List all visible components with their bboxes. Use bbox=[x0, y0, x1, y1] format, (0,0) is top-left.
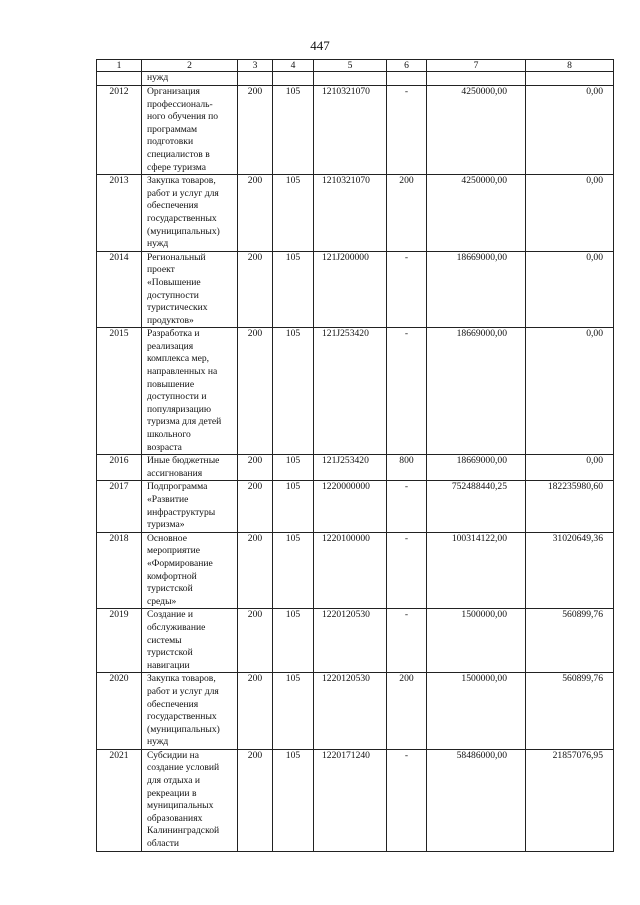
row-amount-8-text: 21857076,95 bbox=[552, 749, 603, 761]
row-amount-7 bbox=[427, 673, 526, 750]
row-number-text: 2015 bbox=[109, 328, 129, 340]
row-amount-8 bbox=[526, 175, 614, 252]
row-amount-7-text: 4250000,00 bbox=[461, 175, 507, 187]
row-amount-7 bbox=[427, 609, 526, 673]
row-amount-7-text: 18669000,00 bbox=[456, 251, 507, 263]
row-col-4 bbox=[273, 749, 314, 851]
table-row bbox=[97, 532, 614, 609]
row-amount-7 bbox=[427, 328, 526, 455]
row-name-text: Разработка и реализация комплекса мер, направленных на повышение доступности и популяризацию туризма для детей школьного возраста bbox=[147, 328, 222, 453]
row-number-text: 2018 bbox=[109, 532, 129, 544]
row-number bbox=[97, 328, 142, 455]
carry-cell-name: нужд bbox=[142, 72, 238, 86]
row-number bbox=[97, 175, 142, 252]
budget-table bbox=[96, 59, 614, 852]
row-col-3 bbox=[238, 609, 273, 673]
row-col-6-text: 200 bbox=[399, 175, 414, 187]
row-amount-7 bbox=[427, 251, 526, 328]
row-col-4 bbox=[273, 609, 314, 673]
carry-over-row bbox=[97, 72, 614, 86]
row-col-3 bbox=[238, 481, 273, 532]
row-col-4-text: 105 bbox=[285, 86, 301, 97]
row-col-6-text: - bbox=[404, 328, 409, 340]
row-number bbox=[97, 673, 142, 750]
table-row bbox=[97, 175, 614, 252]
table-row bbox=[97, 609, 614, 673]
table-row bbox=[97, 673, 614, 750]
row-number-text: 2014 bbox=[109, 251, 129, 263]
table-row bbox=[97, 86, 614, 175]
row-amount-8-text: 560899,76 bbox=[562, 673, 603, 685]
row-amount-7-text: 752488440,25 bbox=[451, 481, 507, 493]
row-col-6 bbox=[387, 532, 427, 609]
row-code-text: 1220120530 bbox=[322, 673, 370, 685]
row-code bbox=[314, 455, 387, 481]
row-amount-8 bbox=[526, 481, 614, 532]
row-col-4 bbox=[273, 175, 314, 252]
row-amount-7-text: 4250000,00 bbox=[461, 86, 507, 97]
row-code bbox=[314, 175, 387, 252]
row-col-6 bbox=[387, 328, 427, 455]
row-code-text: 121J253420 bbox=[322, 328, 369, 340]
row-col-4-text: 105 bbox=[285, 455, 301, 467]
row-code bbox=[314, 749, 387, 851]
row-number-text: 2012 bbox=[109, 86, 129, 97]
row-col-3 bbox=[238, 749, 273, 851]
row-number-text: 2020 bbox=[109, 673, 129, 685]
table-body bbox=[97, 72, 614, 852]
header-col-1: 1 bbox=[97, 60, 142, 72]
row-col-6 bbox=[387, 86, 427, 175]
row-name-text: Подпрограмма «Развитие инфраструктуры туризма» bbox=[147, 481, 216, 531]
row-code-text: 1220000000 bbox=[322, 481, 370, 493]
row-code-text: 1220100000 bbox=[322, 532, 370, 544]
carry-cell-6 bbox=[387, 72, 427, 86]
row-number bbox=[97, 532, 142, 609]
row-col-4 bbox=[273, 673, 314, 750]
row-col-3-text: 200 bbox=[247, 532, 263, 544]
row-col-4-text: 105 bbox=[285, 328, 301, 340]
row-amount-8-text: 0,00 bbox=[586, 455, 603, 467]
row-code-text: 1210321070 bbox=[322, 175, 370, 187]
row-col-6-text: - bbox=[404, 609, 409, 621]
row-col-6-text: - bbox=[404, 749, 409, 761]
row-col-3 bbox=[238, 251, 273, 328]
row-amount-7-text: 18669000,00 bbox=[456, 455, 507, 467]
row-col-4 bbox=[273, 455, 314, 481]
row-number bbox=[97, 481, 142, 532]
header-col-3: 3 bbox=[238, 60, 273, 72]
row-amount-8 bbox=[526, 328, 614, 455]
row-amount-8-text: 182235980,60 bbox=[547, 481, 603, 493]
row-name-text: Организация профессиональ- ного обучения по программам подготовки специалистов в сфере туризма bbox=[147, 86, 219, 173]
carry-cell-num bbox=[97, 72, 142, 86]
row-amount-7-text: 18669000,00 bbox=[456, 328, 507, 340]
row-name-text: Иные бюджетные ассигнования bbox=[147, 455, 220, 479]
row-name bbox=[142, 328, 238, 455]
row-number-text: 2019 bbox=[109, 609, 129, 621]
row-amount-8 bbox=[526, 455, 614, 481]
row-amount-7-text: 1500000,00 bbox=[461, 609, 507, 621]
carry-cell-3 bbox=[238, 72, 273, 86]
row-name bbox=[142, 175, 238, 252]
row-col-3 bbox=[238, 328, 273, 455]
row-col-6 bbox=[387, 481, 427, 532]
row-amount-7 bbox=[427, 455, 526, 481]
row-number-text: 2016 bbox=[109, 455, 129, 467]
row-amount-8 bbox=[526, 86, 614, 175]
row-col-3 bbox=[238, 673, 273, 750]
row-number bbox=[97, 749, 142, 851]
row-col-3 bbox=[238, 532, 273, 609]
row-col-6 bbox=[387, 251, 427, 328]
row-code bbox=[314, 609, 387, 673]
row-name bbox=[142, 609, 238, 673]
row-number bbox=[97, 86, 142, 175]
header-col-6: 6 bbox=[387, 60, 427, 72]
row-amount-8 bbox=[526, 749, 614, 851]
row-amount-8-text: 0,00 bbox=[586, 86, 603, 97]
row-col-3-text: 200 bbox=[247, 328, 263, 340]
row-col-3-text: 200 bbox=[247, 609, 263, 621]
row-col-4-text: 105 bbox=[285, 673, 301, 685]
row-name-text: Основное мероприятие «Формирование комфортной туристской среды» bbox=[147, 532, 213, 607]
header-col-4: 4 bbox=[273, 60, 314, 72]
row-amount-8-text: 0,00 bbox=[586, 175, 603, 187]
row-amount-7-text: 1500000,00 bbox=[461, 673, 507, 685]
row-col-4 bbox=[273, 251, 314, 328]
row-code-text: 1220171240 bbox=[322, 749, 370, 761]
row-amount-7 bbox=[427, 86, 526, 175]
row-col-6 bbox=[387, 749, 427, 851]
row-name bbox=[142, 251, 238, 328]
row-col-4 bbox=[273, 532, 314, 609]
row-col-6-text: - bbox=[404, 251, 409, 263]
row-number bbox=[97, 455, 142, 481]
row-amount-8 bbox=[526, 532, 614, 609]
row-name bbox=[142, 749, 238, 851]
row-number bbox=[97, 609, 142, 673]
row-code-text: 1220120530 bbox=[322, 609, 370, 621]
row-code bbox=[314, 328, 387, 455]
row-code-text: 121J253420 bbox=[322, 455, 369, 467]
row-amount-8 bbox=[526, 251, 614, 328]
row-name bbox=[142, 673, 238, 750]
table-row bbox=[97, 251, 614, 328]
row-name bbox=[142, 532, 238, 609]
row-name-text: Создание и обслуживание системы туристской навигации bbox=[147, 609, 206, 671]
row-name-text: Субсидии на создание условий для отдыха и рекреации в муниципальных образованиях Калининградской области bbox=[147, 749, 220, 850]
row-number-text: 2017 bbox=[109, 481, 129, 493]
row-col-3-text: 200 bbox=[247, 455, 263, 467]
row-amount-8-text: 560899,76 bbox=[562, 609, 603, 621]
row-col-4-text: 105 bbox=[285, 609, 301, 621]
row-code bbox=[314, 673, 387, 750]
header-col-8: 8 bbox=[526, 60, 614, 72]
row-col-6-text: - bbox=[404, 86, 409, 97]
row-col-6-text: - bbox=[404, 481, 409, 493]
row-col-3 bbox=[238, 455, 273, 481]
row-code bbox=[314, 532, 387, 609]
carry-cell-8 bbox=[526, 72, 614, 86]
row-code bbox=[314, 481, 387, 532]
row-col-3-text: 200 bbox=[247, 673, 263, 685]
row-col-4-text: 105 bbox=[285, 532, 301, 544]
carry-cell-4 bbox=[273, 72, 314, 86]
row-name bbox=[142, 86, 238, 175]
row-code bbox=[314, 251, 387, 328]
carry-cell-7 bbox=[427, 72, 526, 86]
row-amount-7 bbox=[427, 175, 526, 252]
row-col-3-text: 200 bbox=[247, 481, 263, 493]
row-col-3-text: 200 bbox=[247, 175, 263, 187]
row-code-text: 121J200000 bbox=[322, 251, 369, 263]
table-row bbox=[97, 481, 614, 532]
row-col-4 bbox=[273, 481, 314, 532]
row-col-6-text: - bbox=[404, 532, 409, 544]
row-number-text: 2013 bbox=[109, 175, 129, 187]
page-number: 447 bbox=[310, 38, 330, 53]
row-amount-8 bbox=[526, 609, 614, 673]
row-col-3 bbox=[238, 86, 273, 175]
row-col-6-text: 200 bbox=[399, 673, 414, 685]
row-amount-7-text: 100314122,00 bbox=[451, 532, 507, 544]
row-col-6 bbox=[387, 455, 427, 481]
row-col-6 bbox=[387, 609, 427, 673]
row-number bbox=[97, 251, 142, 328]
row-amount-8-text: 0,00 bbox=[586, 251, 603, 263]
row-name bbox=[142, 481, 238, 532]
row-amount-8-text: 31020649,36 bbox=[552, 532, 603, 544]
row-col-4-text: 105 bbox=[285, 481, 301, 493]
row-amount-7 bbox=[427, 749, 526, 851]
table-row bbox=[97, 455, 614, 481]
header-row bbox=[97, 60, 614, 72]
row-amount-7 bbox=[427, 532, 526, 609]
carry-cell-5 bbox=[314, 72, 387, 86]
header-col-5: 5 bbox=[314, 60, 387, 72]
row-col-4-text: 105 bbox=[285, 251, 301, 263]
row-name-text: Закупка товаров, работ и услуг для обеспечения государственных (муниципальных) нужд bbox=[147, 673, 220, 748]
row-name-text: Региональный проект «Повышение доступности туристических продуктов» bbox=[147, 251, 208, 326]
row-col-3-text: 200 bbox=[247, 86, 263, 97]
row-col-3-text: 200 bbox=[247, 251, 263, 263]
row-col-4 bbox=[273, 328, 314, 455]
row-code-text: 1210321070 bbox=[322, 86, 370, 97]
row-amount-8-text: 0,00 bbox=[586, 328, 603, 340]
table-row bbox=[97, 749, 614, 851]
row-amount-8 bbox=[526, 673, 614, 750]
row-amount-7 bbox=[427, 481, 526, 532]
header-col-2: 2 bbox=[142, 60, 238, 72]
row-col-3-text: 200 bbox=[247, 749, 263, 761]
row-name bbox=[142, 455, 238, 481]
row-col-6-text: 800 bbox=[399, 455, 414, 467]
row-col-4-text: 105 bbox=[285, 175, 301, 187]
row-col-6 bbox=[387, 673, 427, 750]
header-col-7: 7 bbox=[427, 60, 526, 72]
table-row bbox=[97, 328, 614, 455]
row-col-3 bbox=[238, 175, 273, 252]
row-col-4 bbox=[273, 86, 314, 175]
row-code bbox=[314, 86, 387, 175]
row-name-text: Закупка товаров, работ и услуг для обеспечения государственных (муниципальных) нужд bbox=[147, 175, 220, 250]
row-col-6 bbox=[387, 175, 427, 252]
row-amount-7-text: 58486000,00 bbox=[456, 749, 507, 761]
row-col-4-text: 105 bbox=[285, 749, 301, 761]
row-number-text: 2021 bbox=[109, 749, 129, 761]
